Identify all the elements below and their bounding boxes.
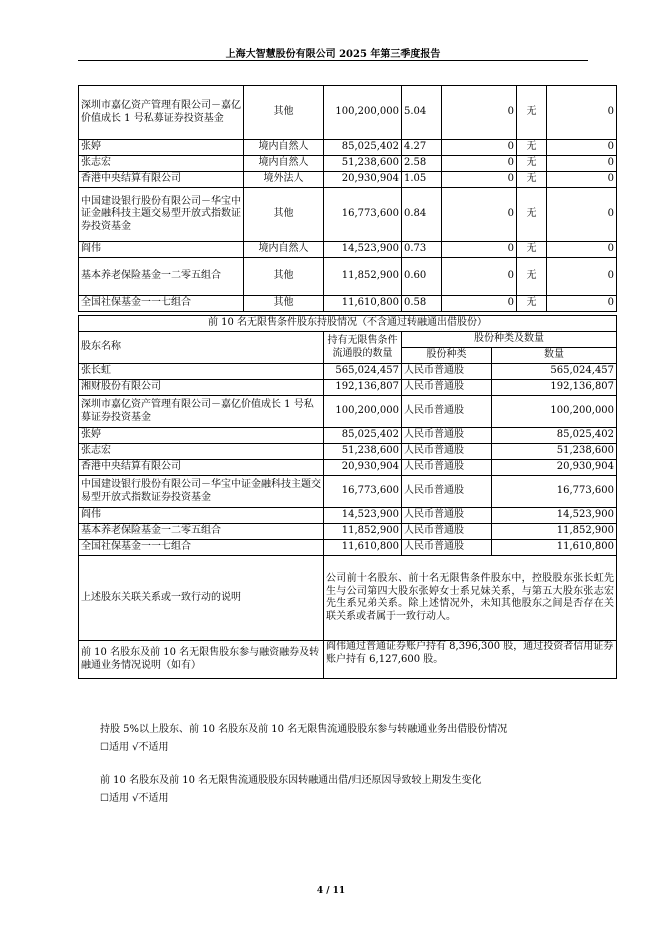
share-count: 51,238,600: [492, 444, 617, 460]
shares-held: 11,852,900: [324, 258, 402, 296]
shareholder-name: 张长虹: [79, 364, 324, 380]
col-header-type-group: 股份种类及数量: [402, 332, 617, 348]
share-count: 100,200,000: [492, 396, 617, 428]
share-type: 人民币普通股: [402, 380, 492, 396]
restricted-shares: 0: [442, 296, 517, 312]
table-row: [79, 172, 617, 188]
unrestricted-shares: 11,610,800: [324, 540, 402, 556]
shareholder-name: 基本养老保险基金一二零五组合: [79, 524, 324, 540]
table-row: [79, 428, 617, 444]
table-row: [79, 140, 617, 156]
table-row: [79, 188, 617, 242]
share-type: 人民币普通股: [402, 524, 492, 540]
table-row: [79, 296, 617, 312]
share-count: 85,025,402: [492, 428, 617, 444]
top10-shareholders-table: [78, 85, 617, 312]
share-type: 人民币普通股: [402, 396, 492, 428]
note2-options: ☐适用 √不适用: [100, 793, 169, 804]
unrestricted-shares: 192,136,807: [324, 380, 402, 396]
pledge-count: 0: [547, 156, 617, 172]
shareholder-name: 香港中央结算有限公司: [79, 460, 324, 476]
holding-ratio: 0.58: [402, 296, 442, 312]
table-row: [79, 242, 617, 258]
pledge-status: 无: [517, 156, 547, 172]
holding-ratio: 1.05: [402, 172, 442, 188]
share-count: 11,610,800: [492, 540, 617, 556]
pledge-status: 无: [517, 188, 547, 242]
shareholder-name: 张婷: [79, 140, 244, 156]
restricted-shares: 0: [442, 156, 517, 172]
pledge-status: 无: [517, 258, 547, 296]
shareholder-nature: 其他: [244, 188, 324, 242]
shareholder-name: 基本养老保险基金一二零五组合: [79, 258, 244, 296]
restricted-shares: 0: [442, 242, 517, 258]
shareholder-nature: 境内自然人: [244, 242, 324, 258]
col-header-name: 股东名称: [79, 332, 324, 364]
table-row: [79, 364, 617, 380]
table-row: [79, 444, 617, 460]
pledge-count: 0: [547, 172, 617, 188]
pledge-status: 无: [517, 140, 547, 156]
pledge-count: 0: [547, 242, 617, 258]
pledge-count: 0: [547, 86, 617, 140]
relation-text: 公司前十名股东、前十名无限售条件股东中，控股股东张长虹先生与公司第四大股东张婷女士系兄妹关系，与第五大股东张志宏先生系兄弟关系。除上述情况外，未知其他股东之间是否存在关联关系或者属于一致行动人。: [324, 556, 617, 641]
header-rule: [78, 60, 588, 61]
shareholder-nature: 境内自然人: [244, 156, 324, 172]
unrestricted-shares: 85,025,402: [324, 428, 402, 444]
pledge-count: 0: [547, 296, 617, 312]
pledge-status: 无: [517, 86, 547, 140]
holding-ratio: 0.60: [402, 258, 442, 296]
table-row: [79, 156, 617, 172]
col-header-shares: 持有无限售条件流通股的数量: [324, 332, 402, 364]
unrestricted-table-title: 前 10 名无限售条件股东持股情况（不含通过转融通出借股份）: [79, 316, 617, 332]
page-header: 上海大智慧股份有限公司 2025 年第三季度报告: [225, 49, 441, 60]
table-row: [79, 476, 617, 508]
unrestricted-shareholders-table: [78, 315, 617, 679]
note2-title: 前 10 名股东及前 10 名无限售流通股股东因转融通出借/归还原因导致较上期发生变化: [100, 775, 482, 786]
shareholder-name: 香港中央结算有限公司: [79, 172, 244, 188]
share-type: 人民币普通股: [402, 460, 492, 476]
shares-held: 11,610,800: [324, 296, 402, 312]
shareholder-name: 全国社保基金一一七组合: [79, 540, 324, 556]
shareholder-name: 张婷: [79, 428, 324, 444]
shareholder-nature: 其他: [244, 296, 324, 312]
share-count: 192,136,807: [492, 380, 617, 396]
table-row: [79, 460, 617, 476]
restricted-shares: 0: [442, 140, 517, 156]
shareholder-name: 阎伟: [79, 508, 324, 524]
holding-ratio: 2.58: [402, 156, 442, 172]
holding-ratio: 5.04: [402, 86, 442, 140]
share-count: 11,852,900: [492, 524, 617, 540]
holding-ratio: 0.84: [402, 188, 442, 242]
shareholder-name: 全国社保基金一一七组合: [79, 296, 244, 312]
shareholder-name: 深圳市嘉亿资产管理有限公司－嘉亿价值成长 1 号私募证券投资基金: [79, 396, 324, 428]
table-row: [79, 508, 617, 524]
col-header-count: 数量: [492, 348, 617, 364]
note1-options: ☐适用 √不适用: [100, 742, 169, 753]
unrestricted-shares: 14,523,900: [324, 508, 402, 524]
shareholder-name: 阎伟: [79, 242, 244, 258]
share-count: 565,024,457: [492, 364, 617, 380]
holding-ratio: 0.73: [402, 242, 442, 258]
unrestricted-shares: 565,024,457: [324, 364, 402, 380]
table-row: [79, 396, 617, 428]
shares-held: 20,930,904: [324, 172, 402, 188]
share-count: 20,930,904: [492, 460, 617, 476]
page-number: 4 / 11: [316, 886, 346, 896]
note1-title: 持股 5%以上股东、前 10 名股东及前 10 名无限售流通股股东参与转融通业务出借股份情况: [100, 724, 508, 735]
margin-label: 前 10 名股东及前 10 名无限售股东参与融资融券及转融通业务情况说明（如有）: [79, 641, 324, 679]
restricted-shares: 0: [442, 258, 517, 296]
shareholder-nature: 其他: [244, 86, 324, 140]
table-row: [79, 258, 617, 296]
restricted-shares: 0: [442, 188, 517, 242]
holding-ratio: 4.27: [402, 140, 442, 156]
shares-held: 100,200,000: [324, 86, 402, 140]
shareholder-name: 张志宏: [79, 444, 324, 460]
share-type: 人民币普通股: [402, 444, 492, 460]
unrestricted-shares: 100,200,000: [324, 396, 402, 428]
shareholder-name: 深圳市嘉亿资产管理有限公司－嘉亿价值成长 1 号私募证券投资基金: [79, 86, 244, 140]
share-count: 14,523,900: [492, 508, 617, 524]
share-type: 人民币普通股: [402, 364, 492, 380]
shareholder-nature: 境内自然人: [244, 140, 324, 156]
pledge-status: 无: [517, 296, 547, 312]
table-row: [79, 86, 617, 140]
unrestricted-shares: 16,773,600: [324, 476, 402, 508]
unrestricted-shares: 11,852,900: [324, 524, 402, 540]
share-type: 人民币普通股: [402, 508, 492, 524]
col-header-type: 股份种类: [402, 348, 492, 364]
unrestricted-shares: 51,238,600: [324, 444, 402, 460]
pledge-count: 0: [547, 188, 617, 242]
table-row: [79, 540, 617, 556]
table-row: [79, 380, 617, 396]
shares-held: 51,238,600: [324, 156, 402, 172]
table-row: [79, 524, 617, 540]
shareholder-name: 中国建设银行股份有限公司－华宝中证金融科技主题交易型开放式指数证券投资基金: [79, 188, 244, 242]
shares-held: 14,523,900: [324, 242, 402, 258]
shares-held: 85,025,402: [324, 140, 402, 156]
shareholder-name: 中国建设银行股份有限公司－华宝中证金融科技主题交易型开放式指数证券投资基金: [79, 476, 324, 508]
pledge-count: 0: [547, 140, 617, 156]
shareholder-nature: 其他: [244, 258, 324, 296]
pledge-status: 无: [517, 172, 547, 188]
restricted-shares: 0: [442, 86, 517, 140]
pledge-count: 0: [547, 258, 617, 296]
shareholder-name: 张志宏: [79, 156, 244, 172]
share-type: 人民币普通股: [402, 540, 492, 556]
share-type: 人民币普通股: [402, 428, 492, 444]
relation-label: 上述股东关联关系或一致行动的说明: [79, 556, 324, 641]
shareholder-nature: 境外法人: [244, 172, 324, 188]
share-count: 16,773,600: [492, 476, 617, 508]
share-type: 人民币普通股: [402, 476, 492, 508]
unrestricted-shares: 20,930,904: [324, 460, 402, 476]
shareholder-name: 湘财股份有限公司: [79, 380, 324, 396]
shares-held: 16,773,600: [324, 188, 402, 242]
margin-text: 阎伟通过普通证券账户持有 8,396,300 股，通过投资者信用证券账户持有 6,127,600 股。: [324, 641, 617, 679]
restricted-shares: 0: [442, 172, 517, 188]
pledge-status: 无: [517, 242, 547, 258]
